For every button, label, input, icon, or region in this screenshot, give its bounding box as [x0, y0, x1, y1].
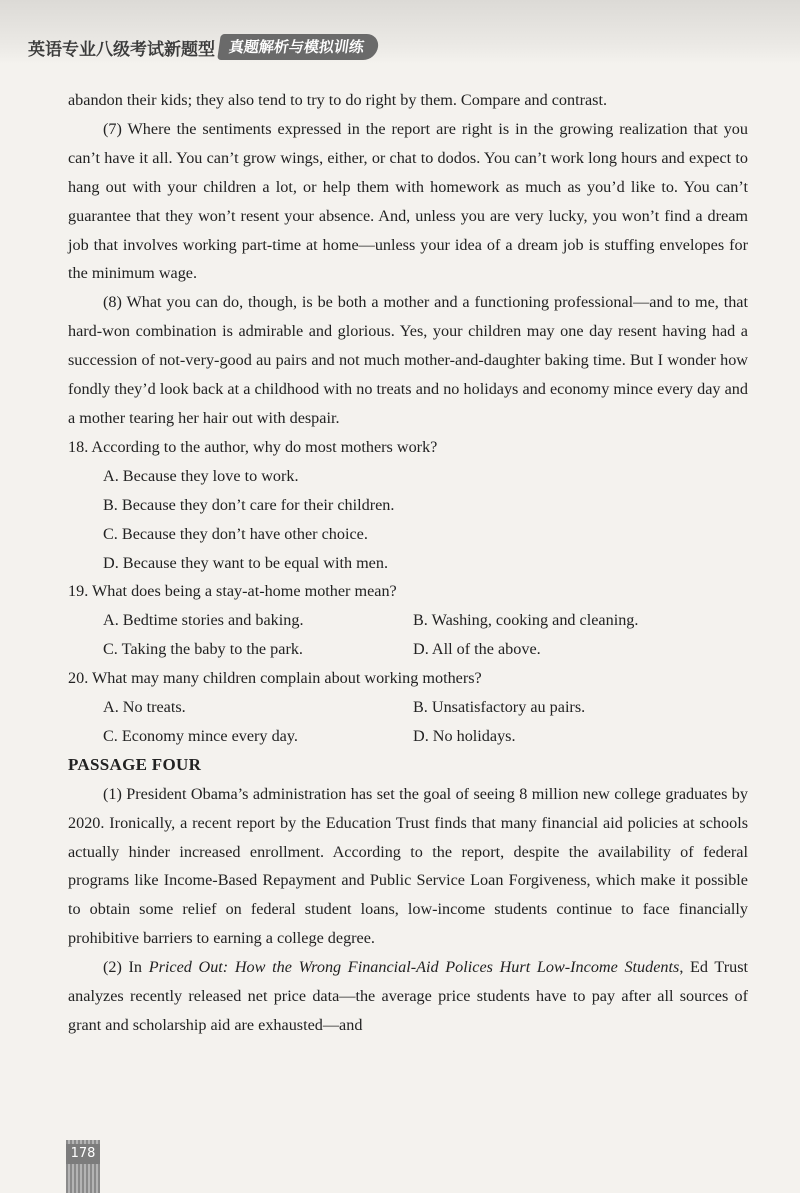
option-b: B. Washing, cooking and cleaning.: [413, 611, 639, 630]
paragraph-8: (8) What you can do, though, is be both a mother and a functioning professional—and to me, that hard-won combination is admirable and glorious. Yes, your children may one day resent having had a succession of not-very-good au pairs and not much mother-and-daughter baking time. But I wonder how fondly they’d look back at a childhood with no treats and no holidays and economy mince every day and a mother tearing her hair out with despair.: [68, 293, 748, 427]
option-b: B. Unsatisfactory au pairs.: [413, 698, 586, 717]
option-row: [68, 635, 748, 664]
option-a: A. Bedtime stories and baking.: [103, 611, 304, 630]
option-d: D. No holidays.: [413, 726, 516, 745]
option-d: D. All of the above.: [413, 640, 541, 659]
option-a: A. No treats.: [103, 698, 186, 717]
p2-start: (2) In: [103, 958, 149, 977]
option-c: C. Economy mince every day.: [103, 726, 298, 745]
report-title: Priced Out: How the Wrong Financial-Aid Polices Hurt Low-Income Students: [148, 958, 680, 977]
question-20: [68, 664, 748, 751]
option-c: C. Taking the baby to the park.: [103, 640, 303, 659]
passage-four-paragraph-1: (1) President Obama’s administration has set the goal of seeing 8 million new college graduates by 2020. Ironically, a recent report by the Education Trust finds that many financial aid policies at schools actually hinder increased enrollment. According to the report, despite the availability of federal programs like Income-Based Repayment and Public Service Loan Forgiveness, which make it possible to obtain some relief on federal student loans, low-income students continue to face financially prohibitive barriers to earning a college degree.: [68, 784, 748, 948]
option-a: A. Because they love to work.: [103, 466, 299, 485]
page-content: [68, 86, 748, 1040]
series-title: 英语专业八级考试新题型: [28, 39, 215, 60]
running-header: [28, 34, 378, 60]
question-stem: 20. What may many children complain about working mothers?: [68, 669, 482, 688]
question-stem: 18. According to the author, why do most mothers work?: [68, 437, 438, 456]
passage-four-paragraph-2: [68, 953, 748, 1040]
question-stem: 19. What does being a stay-at-home mother mean?: [68, 582, 397, 601]
option-d: D. Because they want to be equal with men.: [103, 553, 388, 572]
header-subtitle: 真题解析与模拟训练: [217, 34, 380, 60]
paragraph-continued: abandon their kids; they also tend to try to do right by them. Compare and contrast.: [68, 91, 608, 109]
question-18: [68, 433, 748, 578]
option-c: C. Because they don’t have other choice.: [103, 524, 368, 543]
option-row: [68, 693, 748, 722]
passage-heading: PASSAGE FOUR: [68, 754, 202, 774]
option-row: [68, 606, 748, 635]
paragraph-7: (7) Where the sentiments expressed in the report are right is in the growing realization that you can’t have it all. You can’t grow wings, either, or chat to dodos. You can’t work long hours and expect to hang out with your children a lot, or help them with homework as much as you’d like to. You can’t guarantee that they won’t resent your absence. And, unless you are very lucky, you won’t find a dream job that involves working part-time at home—unless your idea of a dream job is stuffing envelopes for the minimum wage.: [68, 119, 748, 283]
p2-rest: , Ed Trust analyzes recently released net price data—the average price students have to pay after all sources of grant and scholarship aid are exhausted—and: [68, 958, 748, 1034]
option-row: [68, 722, 748, 751]
question-19: [68, 577, 748, 664]
page-number: 178: [66, 1144, 100, 1164]
option-b: B. Because they don’t care for their children.: [103, 495, 395, 514]
